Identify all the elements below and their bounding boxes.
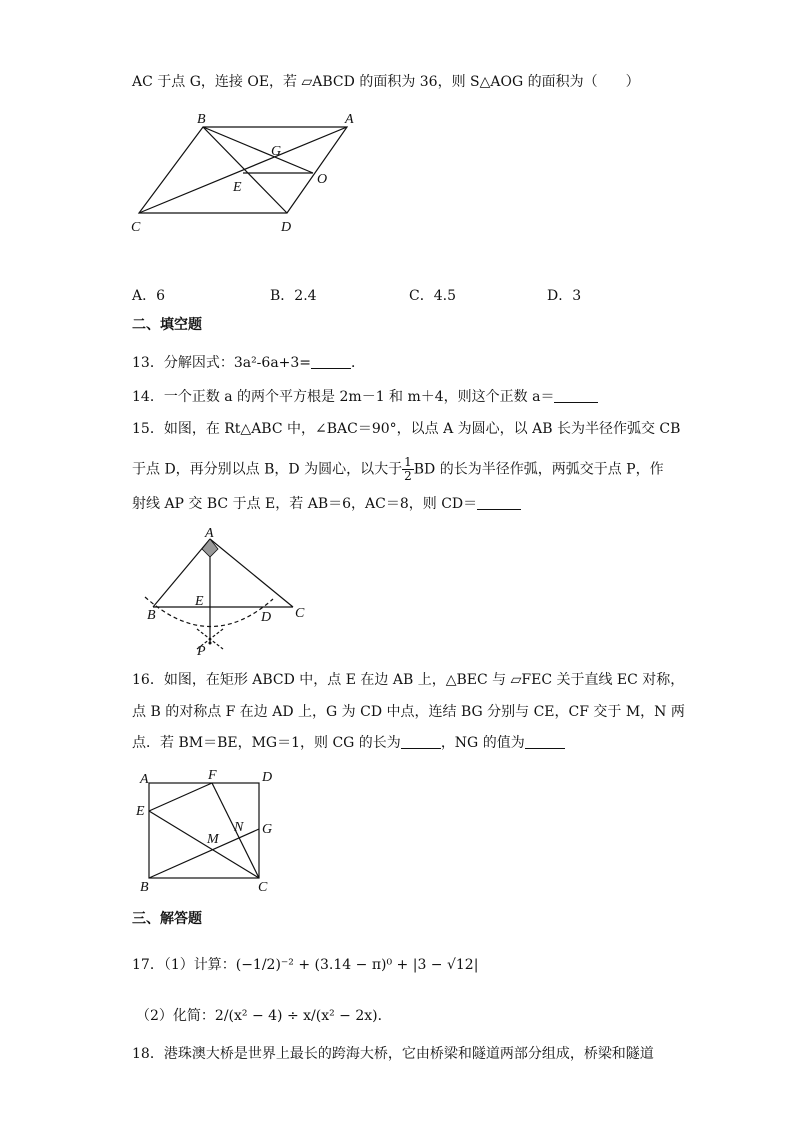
q17-expr2: 2/(x² − 4) ÷ x/(x² − 2x)． (214, 1008, 392, 1024)
label-M: M (207, 832, 219, 847)
label-C: C (131, 220, 141, 235)
q16-line1: 16．如图，在矩形 ABCD 中，点 E 在边 AB 上，△BEC 与 ▱FEC 关于直线 EC 对称， (132, 672, 685, 688)
q16-line2: 点 B 的对称点 F 在边 AD 上，G 为 CD 中点，连结 BG 分别与 CE，CF 交于 M，N 两 (132, 704, 685, 720)
label-D: D (261, 610, 272, 625)
option-a: A．6 (132, 288, 166, 304)
label-O: O (317, 172, 328, 187)
q13: 13．分解因式：3a²-6a+3= ． (132, 355, 366, 371)
q18: 18．港珠澳大桥是世界上最长的跨海大桥，它由桥梁和隧道两部分组成，桥梁和隧道 (132, 1046, 654, 1062)
label-E: E (233, 180, 242, 195)
label-A: A (140, 772, 149, 787)
q12-text: AC 于点 G，连接 OE，若 ▱ABCD 的面积为 36，则 S△AOG 的面积为（ ） (132, 74, 640, 90)
q14: 14．一个正数 a 的两个平方根是 2m－1 和 m＋4，则这个正数 a＝ (132, 387, 598, 407)
label-F: F (208, 768, 217, 783)
section-heading-fill-blank: 二、填空题 (132, 317, 202, 333)
label-G: G (262, 822, 273, 837)
q16-line3: 点．若 BM＝BE，MG＝1，则 CG 的长为 ，NG 的值为 (132, 733, 565, 753)
q17-part1: 17．（1）计算：(−1/2)⁻² + (3.14 − π)⁰ + |3 − √12| (132, 957, 479, 973)
label-E: E (136, 804, 145, 819)
label-C: C (295, 606, 305, 621)
option-c: C．4.5 (409, 288, 456, 304)
label-B: B (197, 112, 206, 127)
label-E: E (195, 594, 204, 609)
label-B: B (147, 608, 156, 623)
label-C: C (258, 880, 268, 895)
label-G: G (271, 144, 282, 159)
q17-expr1: (−1/2)⁻² + (3.14 − π)⁰ + |3 − √12| (235, 957, 479, 973)
q15-line3: 射线 AP 交 BC 于点 E，若 AB＝6，AC＝8，则 CD＝ (132, 494, 521, 514)
q12-figure (125, 105, 365, 240)
q15-figure (135, 525, 315, 660)
q17-part2: （2）化简：2/(x² − 4) ÷ x/(x² − 2x)． (136, 1008, 392, 1024)
option-b: B．2.4 (270, 288, 317, 304)
q15-line1: 15．如图，在 Rt△ABC 中，∠BAC＝90°，以点 A 为圆心，以 AB 长为半径作弧交 CB (132, 421, 681, 437)
label-D: D (281, 220, 292, 235)
label-B: B (140, 880, 149, 895)
label-D: D (262, 770, 273, 785)
label-N: N (234, 820, 244, 835)
label-P: P (197, 644, 206, 659)
label-A: A (205, 526, 214, 541)
q15-line2: 于点 D，再分别以点 B，D 为圆心，以大于 $\frac{1}{2}$ BD 的长为半径作弧，两弧交于点 P，作 (132, 455, 664, 483)
label-A: A (345, 112, 354, 127)
fraction-half: $\frac{1}{2}$ (404, 455, 412, 483)
q16-figure (132, 765, 282, 895)
section-heading-solve: 三、解答题 (132, 911, 202, 927)
option-d: D．3 (547, 288, 582, 304)
